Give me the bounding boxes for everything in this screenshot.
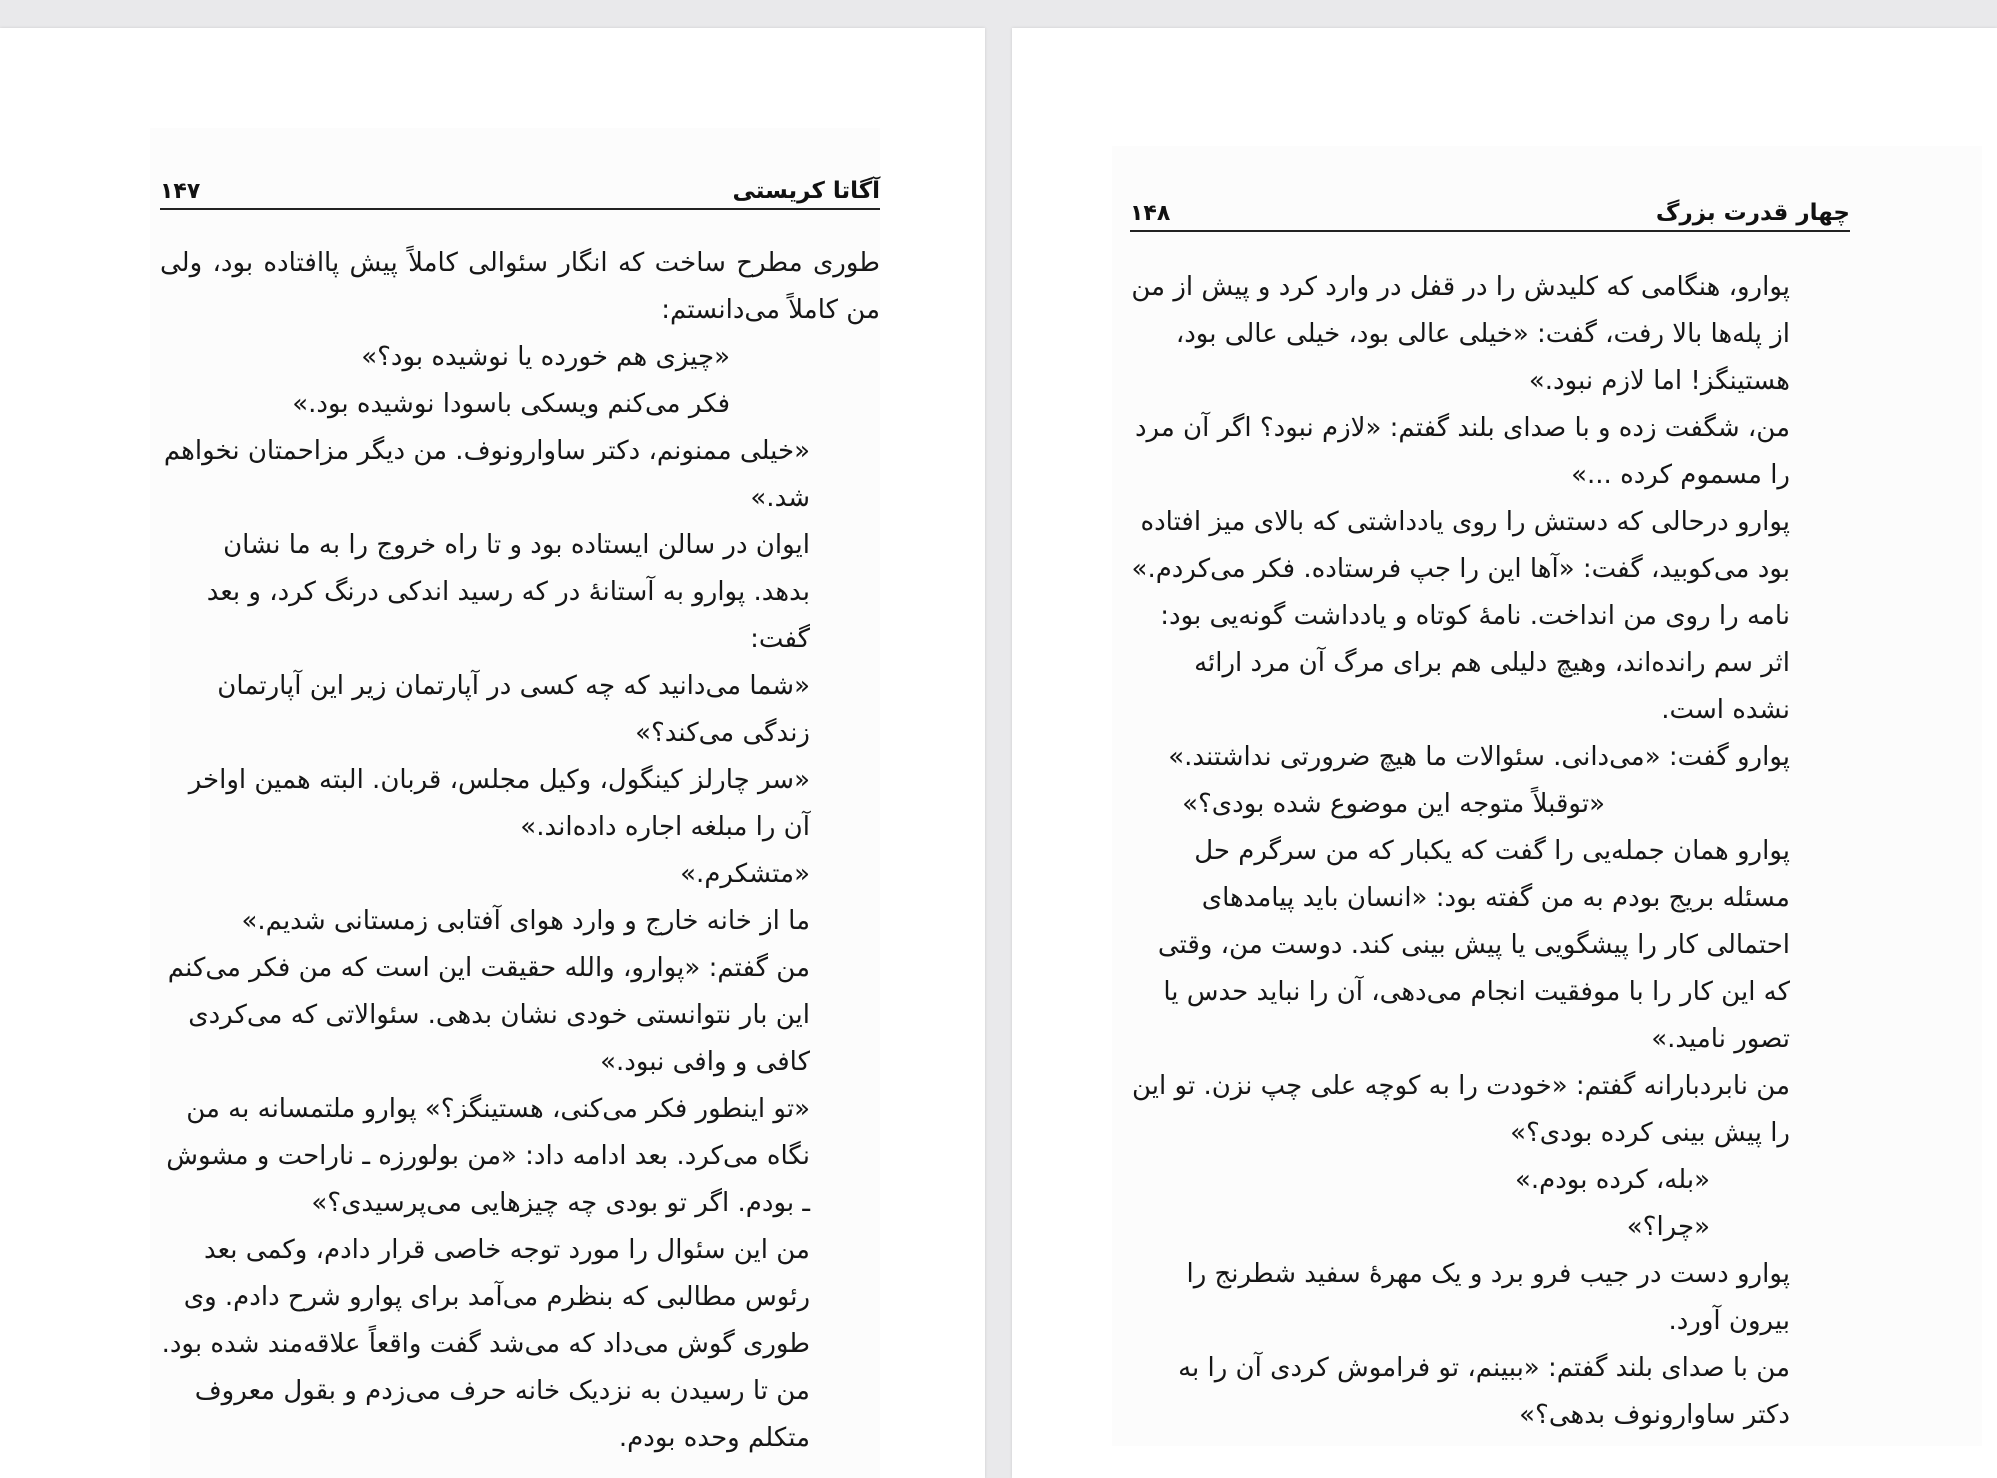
paragraph: من این سئوال را مورد توجه خاصی قرار دادم، وکمی بعد رئوس مطالبی که بنظرم می‌آمد برای پوارو شرح دادم. وی طوری گوش می‌داد که می‌شد گفت واقعاً علاقه‌مند شده بود. من تا رسیدن به نزدیک خانه حرف می‌زدم و بقول معروف متکلم وحده بودم. (161, 1235, 810, 1453)
paragraph: «تو اینطور فکر می‌کنی، هستینگز؟» پوارو ملتمسانه به من نگاه می‌کرد. بعد ادامه داد: «من بولورزه ـ ناراحت و مشوش ـ بودم. اگر تو بودی چه چیزهایی می‌پرسیدی؟» (166, 1094, 810, 1218)
paragraph: ما از خانه خارج و وارد هوای آفتابی زمستانی شدیم.» (241, 906, 810, 936)
right-page (1012, 28, 1997, 1478)
page-header (160, 168, 880, 210)
page-header (1130, 190, 1850, 232)
paragraph: «خیلی ممنونم، دکتر ساوارونوف. من دیگر مزاحمتان نخواهم شد.» (163, 436, 810, 513)
paragraph: «چیزی هم خورده یا نوشیده بود؟» (361, 342, 730, 372)
running-head: چهار قدرت بزرگ (1655, 200, 1850, 226)
left-page (0, 28, 985, 1478)
paragraph: پوارو گفت: «می‌دانی. سئوالات ما هیچ ضرورتی نداشتند.» (1168, 742, 1790, 772)
paragraph: ایوان در سالن ایستاده بود و تا راه خروج را به ما نشان بدهد. پوارو به آستانهٔ در که رسید اندکی درنگ کرد، و بعد گفت: (206, 530, 810, 654)
paragraph: من با صدای بلند گفتم: «ببینم، تو فراموش کردی آن را به دکتر ساوارونوف بدهی؟» (1178, 1353, 1790, 1430)
paragraph: فکر می‌کنم ویسکی باسودا نوشیده بود.» (292, 389, 730, 419)
page-body (1130, 264, 1860, 1439)
running-head: آگاتا کریستی (732, 178, 880, 204)
paragraph: طوری مطرح ساخت که انگار سئوالی کاملاً پیش پاافتاده بود، ولی من کاملاً می‌دانستم: (160, 248, 880, 325)
paragraph: «توقبلاً متوجه این موضوع شده بودی؟» (1182, 789, 1605, 819)
page-body (160, 240, 880, 1462)
paragraph: پوارو همان جمله‌یی را گفت که یکبار که من سرگرم حل مسئله بریج بودم به من گفته بود: «انسان باید پیامدهای احتمالی کار را پیشگویی یا پیش بینی کند. دوست من، وقتی که این کار را با موفقیت انجام می‌دهی، آن را نباید حدس یا تصور نامید.» (1157, 836, 1790, 1054)
paragraph: پوارو درحالی که دستش را روی یادداشتی که بالای میز افتاده بود می‌کوبید، گفت: «آها این را جپ فرستاده. فکر می‌کردم.» نامه را روی من انداخت. نامهٔ کوتاه و یادداشت گونه‌یی بود: اثر سم رانده‌اند، وهیچ دلیلی هم برای مرگ آن مرد ارائه نشده است. (1131, 507, 1790, 725)
paragraph: «سر چارلز کینگول، وکیل مجلس، قربان. البته همین اواخر آن را مبلغه اجاره داده‌اند.» (188, 765, 810, 842)
paragraph: پوارو دست در جیب فرو برد و یک مهرهٔ سفید شطرنج را بیرون آورد. (1186, 1259, 1790, 1336)
paragraph: «چرا؟» (1626, 1212, 1710, 1242)
paragraph: «شما می‌دانید که چه کسی در آپارتمان زیر این آپارتمان زندگی می‌کند؟» (217, 671, 810, 748)
paragraph: پوارو، هنگامی که کلیدش را در قفل در وارد کرد و پیش از من از پله‌ها بالا رفت، گفت: «خیلی عالی بود، خیلی عالی بود، هستینگز! اما لازم نبود.» (1131, 272, 1790, 396)
paragraph: «متشکرم.» (680, 859, 810, 889)
page-number: ۱۴۷ (160, 179, 201, 204)
page-number: ۱۴۸ (1130, 201, 1171, 226)
paragraph: من گفتم: «پوارو، والله حقیقت این است که من فکر می‌کنم این بار نتوانستی خودی نشان بدهی. سئوالاتی که می‌کردی کافی و وافی نبود.» (167, 953, 810, 1077)
paragraph: «بله، کرده بودم.» (1514, 1165, 1710, 1195)
paragraph: من نابردبارانه گفتم: «خودت را به کوچه علی چپ نزن. تو این را پیش بینی کرده بودی؟» (1132, 1071, 1790, 1148)
paragraph: من، شگفت زده و با صدای بلند گفتم: «لازم نبود؟ اگر آن مرد را مسموم کرده ...» (1134, 413, 1790, 490)
